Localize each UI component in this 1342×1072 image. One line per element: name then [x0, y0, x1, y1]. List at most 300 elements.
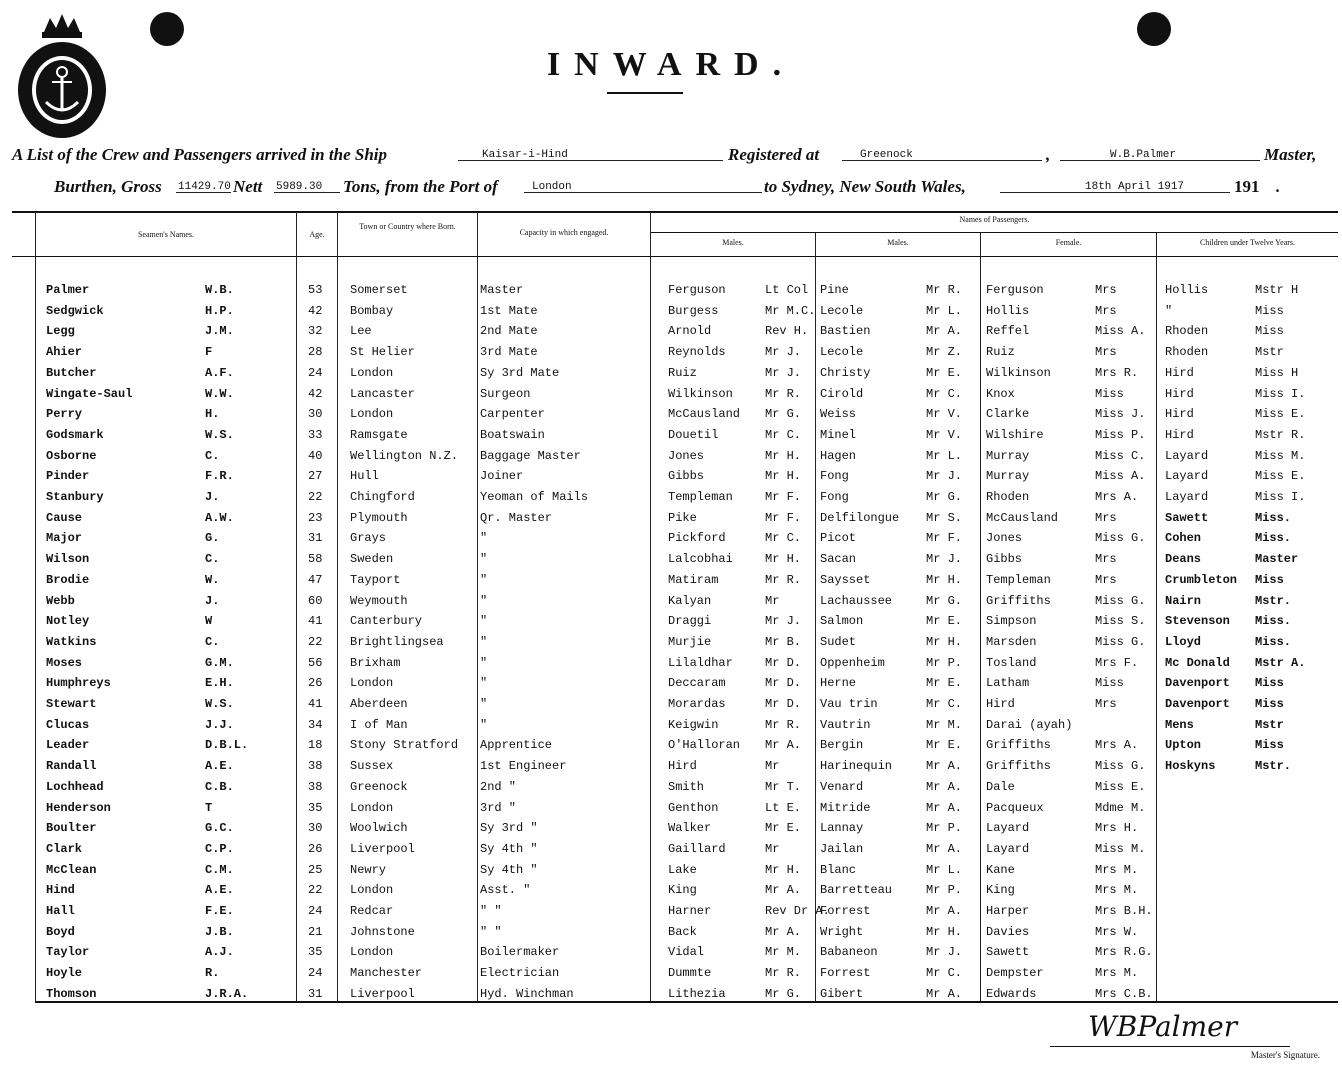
child-passenger-name: Lloyd: [1165, 634, 1202, 649]
male-passenger-name: Picot: [820, 531, 857, 546]
crew-surname: Boyd: [46, 924, 75, 939]
crew-surname: Hind: [46, 883, 75, 898]
male-passenger-title: Mr R.: [926, 283, 963, 297]
crew-initials: A.W.: [205, 510, 234, 525]
male-passenger-title: Mr H.: [765, 448, 802, 463]
male-passenger-title: Mr M.: [926, 717, 963, 732]
crew-age: 24: [308, 365, 323, 380]
female-passenger-name: Clarke: [986, 407, 1030, 422]
crew-capacity: Sy 3rd ": [480, 821, 538, 836]
crew-birthplace: London: [350, 676, 394, 691]
male-passenger-name: Arnold: [668, 324, 712, 339]
female-passenger-name: Ruiz: [986, 345, 1015, 360]
male-passenger-title: Mr E.: [765, 821, 802, 836]
crew-age: 26: [308, 676, 323, 691]
female-passenger-name: Knox: [986, 386, 1015, 401]
male-passenger-title: Mr J.: [926, 945, 963, 960]
female-passenger-title: Mrs B.H.: [1095, 904, 1153, 918]
male-passenger-name: Walker: [668, 821, 712, 836]
male-passenger-name: Pickford: [668, 531, 726, 546]
child-passenger-title: Miss: [1255, 572, 1284, 587]
crew-capacity: Asst. ": [480, 883, 531, 898]
female-passenger-name: Hird: [986, 697, 1015, 711]
crew-initials: G.M.: [205, 655, 234, 670]
ship-name: Kaisar-i-Hind: [482, 149, 568, 161]
col-header-passengers: Names of Passengers.: [959, 215, 1030, 224]
crew-birthplace: Somerset: [350, 283, 408, 297]
male-passenger-title: Lt Col: [765, 283, 809, 297]
female-passenger-title: Miss: [1095, 386, 1124, 401]
crew-surname: Taylor: [46, 945, 90, 960]
crew-surname: Webb: [46, 593, 75, 608]
child-passenger-name: Davenport: [1165, 676, 1230, 691]
child-passenger-title: Miss.: [1255, 510, 1292, 525]
crew-age: 26: [308, 841, 323, 856]
male-passenger-title: Lt E.: [765, 800, 802, 815]
crew-initials: C.M.: [205, 862, 234, 877]
crew-initials: W.S.: [205, 427, 234, 442]
child-passenger-name: Hird: [1165, 407, 1194, 422]
female-passenger-title: Mrs: [1095, 303, 1117, 318]
nett-tons: 5989.30: [276, 181, 323, 193]
male-passenger-title: Mr F.: [765, 510, 802, 525]
female-passenger-title: Mrs W.: [1095, 924, 1139, 939]
male-passenger-title: Mr E.: [926, 365, 963, 380]
male-passenger-title: Mr C.: [926, 966, 963, 981]
crew-age: 31: [308, 986, 323, 1001]
male-passenger-title: Mr E.: [926, 614, 963, 629]
destination-label: to Sydney, New South Wales,: [764, 177, 966, 196]
col-header-males: Males.: [722, 238, 744, 247]
crew-birthplace: I of Man: [350, 717, 408, 732]
male-passenger-name: Lachaussee: [820, 593, 893, 608]
male-passenger-title: Mr A.: [926, 841, 963, 856]
male-passenger-title: Mr C.: [926, 386, 963, 401]
child-passenger-name: Layard: [1165, 490, 1209, 504]
arrival-date: 18th April 1917: [1085, 181, 1185, 193]
male-passenger-name: Forrest: [820, 904, 871, 918]
crew-surname: Wilson: [46, 552, 90, 567]
child-passenger-name: Crumbleton: [1165, 572, 1238, 587]
female-passenger-name: King: [986, 883, 1015, 898]
col-header-town: Town or Country where Born.: [359, 222, 456, 231]
crew-birthplace: London: [350, 800, 394, 815]
male-passenger-title: Mr J.: [926, 552, 963, 567]
crew-surname: Legg: [46, 324, 75, 339]
crew-age: 42: [308, 386, 323, 401]
crew-birthplace: Brightlingsea: [350, 634, 444, 649]
crew-birthplace: Weymouth: [350, 593, 408, 608]
from-port: London: [532, 181, 572, 193]
male-passenger-name: Vautrin: [820, 717, 871, 732]
female-passenger-name: Reffel: [986, 324, 1030, 339]
male-passenger-name: Back: [668, 924, 697, 939]
crew-age: 25: [308, 862, 323, 877]
female-passenger-name: Griffiths: [986, 593, 1051, 608]
burthen-label: Burthen, Gross: [54, 177, 162, 196]
female-passenger-name: Davies: [986, 924, 1030, 939]
male-passenger-title: Mr C.: [926, 697, 963, 711]
female-passenger-name: Wilkinson: [986, 365, 1051, 380]
crew-capacity: Surgeon: [480, 386, 531, 401]
male-passenger-name: Lithezia: [668, 986, 726, 1001]
male-passenger-title: Mr H.: [765, 862, 802, 877]
crew-capacity: Sy 4th ": [480, 841, 538, 856]
female-passenger-title: Mrs A.: [1095, 738, 1139, 753]
registered-label: Registered at: [728, 145, 820, 164]
crew-surname: Stewart: [46, 697, 97, 711]
male-passenger-name: Matiram: [668, 572, 719, 587]
female-passenger-name: Edwards: [986, 986, 1037, 1001]
nett-label: Nett: [233, 177, 263, 196]
crew-initials: W.: [205, 572, 220, 587]
male-passenger-name: Fong: [820, 490, 849, 504]
male-passenger-title: Mr E.: [926, 738, 963, 753]
female-passenger-name: Layard: [986, 821, 1030, 836]
female-passenger-title: Miss M.: [1095, 841, 1146, 856]
crew-surname: Sedgwick: [46, 303, 104, 318]
crew-capacity: Boatswain: [480, 427, 545, 442]
crew-capacity: Sy 3rd Mate: [480, 365, 560, 380]
male-passenger-title: Mr A.: [926, 759, 963, 774]
male-passenger-title: Mr A.: [765, 924, 802, 939]
crew-birthplace: Liverpool: [350, 986, 415, 1001]
female-passenger-name: Kane: [986, 862, 1015, 877]
crew-birthplace: London: [350, 883, 394, 898]
male-passenger-name: Mitride: [820, 800, 871, 815]
crew-birthplace: Sussex: [350, 759, 394, 774]
male-passenger-title: Mr D.: [765, 655, 802, 670]
col-header-age: Age.: [309, 230, 325, 239]
male-passenger-title: Mr D.: [765, 676, 802, 691]
female-passenger-name: Gibbs: [986, 552, 1023, 567]
child-passenger-title: Miss.: [1255, 531, 1292, 546]
male-passenger-title: Mr E.: [926, 676, 963, 691]
male-passenger-title: Mr H.: [926, 924, 963, 939]
crew-birthplace: Liverpool: [350, 841, 415, 856]
male-passenger-name: Hird: [668, 759, 697, 774]
child-passenger-title: Mstr R.: [1255, 427, 1306, 442]
crew-birthplace: Greenock: [350, 779, 408, 794]
child-passenger-title: Miss: [1255, 303, 1284, 318]
male-passenger-title: Mr J.: [765, 614, 802, 629]
col-rule: [980, 232, 981, 1002]
female-passenger-name: McCausland: [986, 510, 1059, 525]
female-passenger-name: Griffiths: [986, 738, 1051, 753]
male-passenger-name: Pine: [820, 283, 849, 297]
crew-initials: A.J.: [205, 945, 234, 960]
male-passenger-name: Lecole: [820, 303, 864, 318]
male-passenger-title: Mr A.: [765, 883, 802, 898]
male-passenger-title: Mr G.: [765, 407, 802, 422]
title-rule: [607, 92, 683, 94]
female-passenger-title: Mrs R.: [1095, 365, 1139, 380]
child-passenger-name: Cohen: [1165, 531, 1202, 546]
male-passenger-title: Mr L.: [926, 303, 963, 318]
crew-surname: Boulter: [46, 821, 97, 836]
crew-surname: Randall: [46, 759, 97, 774]
male-passenger-title: Mr: [765, 593, 780, 608]
male-passenger-name: Vau trin: [820, 697, 878, 711]
crew-surname: Major: [46, 531, 83, 546]
male-passenger-name: Venard: [820, 779, 864, 794]
male-passenger-name: Templeman: [668, 490, 733, 504]
male-passenger-name: Ferguson: [668, 283, 726, 297]
male-passenger-title: Mr C.: [765, 427, 802, 442]
crew-initials: J.M.: [205, 324, 234, 339]
female-passenger-name: Dale: [986, 779, 1015, 794]
female-passenger-name: Latham: [986, 676, 1030, 691]
crew-age: 47: [308, 572, 323, 587]
male-passenger-name: Kalyan: [668, 593, 712, 608]
female-passenger-name: Pacqueux: [986, 800, 1044, 815]
male-passenger-title: Mr J.: [765, 345, 802, 360]
female-passenger-name: Templeman: [986, 572, 1051, 587]
female-passenger-title: Miss E.: [1095, 779, 1146, 794]
male-passenger-name: Lannay: [820, 821, 864, 836]
crew-birthplace: Aberdeen: [350, 697, 408, 711]
male-passenger-title: Mr C.: [765, 531, 802, 546]
child-passenger-title: Miss.: [1255, 614, 1292, 629]
crew-birthplace: Bombay: [350, 303, 394, 318]
crew-capacity: Qr. Master: [480, 510, 553, 525]
crew-surname: Moses: [46, 655, 83, 670]
registered-port: Greenock: [860, 149, 913, 161]
crew-surname: Watkins: [46, 634, 97, 649]
male-passenger-title: Mr H.: [926, 572, 963, 587]
col-header-seamen: Seamen's Names.: [137, 230, 195, 239]
crew-age: 56: [308, 655, 323, 670]
male-passenger-title: Mr H.: [765, 552, 802, 567]
crew-initials: H.P.: [205, 303, 234, 318]
child-passenger-name: Nairn: [1165, 593, 1202, 608]
crew-age: 24: [308, 904, 323, 918]
child-passenger-name: ": [1165, 303, 1173, 318]
crew-surname: Hall: [46, 904, 75, 918]
child-passenger-title: Miss I.: [1255, 386, 1306, 401]
crew-age: 24: [308, 966, 323, 981]
male-passenger-name: Keigwin: [668, 717, 719, 732]
female-passenger-title: Mrs F.: [1095, 655, 1139, 670]
crew-age: 23: [308, 510, 323, 525]
crew-capacity: 3rd Mate: [480, 345, 538, 360]
male-passenger-name: Lilaldhar: [668, 655, 733, 670]
male-passenger-title: Mr P.: [926, 655, 963, 670]
crew-capacity: Boilermaker: [480, 945, 560, 960]
male-passenger-title: Mr V.: [926, 427, 963, 442]
male-passenger-name: Wilkinson: [668, 386, 733, 401]
male-passenger-title: Mr A.: [765, 738, 802, 753]
male-passenger-name: Fong: [820, 469, 849, 484]
crew-initials: W: [205, 614, 213, 629]
crew-surname: Cause: [46, 510, 83, 525]
female-passenger-title: Mrs M.: [1095, 862, 1139, 877]
male-passenger-title: Mr R.: [765, 966, 802, 981]
male-passenger-name: Lake: [668, 862, 697, 877]
crew-surname: Clark: [46, 841, 83, 856]
male-passenger-title: Mr A.: [926, 986, 963, 1001]
female-passenger-title: Mdme M.: [1095, 800, 1146, 815]
crew-birthplace: Sweden: [350, 552, 394, 567]
female-passenger-title: Mrs M.: [1095, 883, 1139, 898]
crew-capacity: 2nd ": [480, 779, 517, 794]
crew-age: 58: [308, 552, 323, 567]
crew-surname: Ahier: [46, 345, 83, 360]
female-passenger-title: Miss C.: [1095, 448, 1146, 463]
crew-age: 34: [308, 717, 323, 732]
crew-surname: Hoyle: [46, 966, 83, 981]
crew-surname: Thomson: [46, 986, 97, 1001]
female-passenger-title: Mrs C.B.: [1095, 986, 1153, 1001]
crew-birthplace: St Helier: [350, 345, 415, 360]
child-passenger-name: Rhoden: [1165, 324, 1209, 339]
crew-surname: Wingate-Saul: [46, 386, 133, 401]
male-passenger-title: Mr: [765, 841, 780, 856]
crew-age: 60: [308, 593, 323, 608]
female-passenger-name: Simpson: [986, 614, 1037, 629]
crew-surname: McClean: [46, 862, 97, 877]
female-passenger-name: Harper: [986, 904, 1030, 918]
from-port-label: Tons, from the Port of: [343, 177, 498, 196]
crew-birthplace: Newry: [350, 862, 387, 877]
crew-surname: Osborne: [46, 448, 97, 463]
male-passenger-name: Pike: [668, 510, 697, 525]
child-passenger-name: Hird: [1165, 365, 1194, 380]
male-passenger-name: Murjie: [668, 634, 712, 649]
male-passenger-title: Mr V.: [926, 407, 963, 422]
crew-capacity: ": [480, 593, 488, 608]
crew-capacity: Electrician: [480, 966, 560, 981]
female-passenger-name: Jones: [986, 531, 1023, 546]
male-passenger-name: Minel: [820, 427, 857, 442]
male-passenger-title: Mr D.: [765, 697, 802, 711]
crew-initials: C.P.: [205, 841, 234, 856]
col-rule: [815, 232, 816, 1002]
male-passenger-title: Mr G.: [765, 986, 802, 1001]
male-passenger-name: Forrest: [820, 966, 871, 981]
male-passenger-title: Mr A.: [926, 324, 963, 339]
female-passenger-name: Tosland: [986, 655, 1037, 670]
crew-surname: Brodie: [46, 572, 90, 587]
crew-initials: W.B.: [205, 283, 234, 297]
col-rule: [337, 212, 338, 1002]
crew-capacity: Sy 4th ": [480, 862, 538, 877]
crew-initials: W.S.: [205, 697, 234, 711]
crew-surname: Palmer: [46, 283, 90, 297]
crew-surname: Humphreys: [46, 676, 111, 691]
male-passenger-title: Mr L.: [926, 448, 963, 463]
male-passenger-name: McCausland: [668, 407, 741, 422]
male-passenger-name: Douetil: [668, 427, 719, 442]
female-passenger-name: Rhoden: [986, 490, 1030, 504]
female-passenger-title: Mrs: [1095, 510, 1117, 525]
crew-capacity: ": [480, 717, 488, 732]
year-prefix: 191: [1234, 177, 1260, 196]
female-passenger-name: Murray: [986, 469, 1030, 484]
female-passenger-title: Mrs A.: [1095, 490, 1139, 504]
crew-surname: Notley: [46, 614, 90, 629]
child-passenger-title: Mstr.: [1255, 759, 1292, 774]
male-passenger-name: Salmon: [820, 614, 864, 629]
male-passenger-name: Genthon: [668, 800, 719, 815]
crew-initials: F.R.: [205, 469, 234, 484]
document-title: INWARD.: [546, 46, 796, 83]
col-rule: [35, 212, 36, 1002]
crew-initials: C.: [205, 448, 220, 463]
crew-birthplace: Plymouth: [350, 510, 408, 525]
male-passenger-name: O'Halloran: [668, 738, 741, 753]
crew-surname: Stanbury: [46, 490, 104, 504]
male-passenger-title: Mr R.: [765, 717, 802, 732]
male-passenger-name: Sacan: [820, 552, 857, 567]
male-passenger-title: Mr Z.: [926, 345, 963, 360]
master-label: Master,: [1264, 145, 1317, 164]
crew-age: 22: [308, 883, 323, 898]
child-passenger-title: Miss.: [1255, 634, 1292, 649]
male-passenger-title: Rev Dr A.: [765, 904, 830, 918]
female-passenger-name: Hollis: [986, 303, 1030, 318]
master-signature: WBPalmer: [1088, 1010, 1238, 1043]
table-header-rule: [12, 256, 1338, 257]
child-passenger-name: Hird: [1165, 427, 1194, 442]
crew-birthplace: Tayport: [350, 572, 401, 587]
crew-initials: E.H.: [205, 676, 234, 691]
male-passenger-name: Wright: [820, 924, 864, 939]
male-passenger-title: Mr S.: [926, 510, 963, 525]
male-passenger-title: Mr P.: [926, 883, 963, 898]
crew-initials: C.: [205, 552, 220, 567]
master-name: W.B.Palmer: [1110, 149, 1177, 161]
female-passenger-title: Miss G.: [1095, 593, 1146, 608]
crew-birthplace: Wellington N.Z.: [350, 448, 459, 463]
crew-initials: G.C.: [205, 821, 234, 836]
child-passenger-title: Mstr: [1255, 345, 1284, 360]
female-passenger-title: Miss G.: [1095, 634, 1146, 649]
col-header-females: Female.: [1055, 238, 1082, 247]
female-passenger-title: Miss S.: [1095, 614, 1146, 629]
table-bottom-rule: [35, 1001, 1338, 1003]
crew-capacity: 3rd ": [480, 800, 517, 815]
male-passenger-title: Mr T.: [765, 779, 802, 794]
child-passenger-name: Hoskyns: [1165, 759, 1216, 774]
crew-birthplace: Manchester: [350, 966, 423, 981]
male-passenger-name: Smith: [668, 779, 705, 794]
male-passenger-title: Mr L.: [926, 862, 963, 877]
male-passenger-title: Mr F.: [926, 531, 963, 546]
crew-age: 30: [308, 821, 323, 836]
crew-capacity: Carpenter: [480, 407, 545, 422]
child-passenger-title: Mstr H: [1255, 283, 1299, 297]
female-passenger-title: Miss A.: [1095, 324, 1146, 339]
col-header-children: Children under Twelve Years.: [1199, 238, 1296, 247]
crew-capacity: Hyd. Winchman: [480, 986, 574, 1001]
female-passenger-name: Layard: [986, 841, 1030, 856]
male-passenger-title: Mr G.: [926, 593, 963, 608]
female-passenger-title: Mrs H.: [1095, 821, 1139, 836]
male-passenger-name: Harinequin: [820, 759, 893, 774]
crew-capacity: " ": [480, 924, 502, 939]
male-passenger-name: Morardas: [668, 697, 726, 711]
female-passenger-title: Mrs: [1095, 345, 1117, 360]
signature-rule: [1050, 1046, 1290, 1047]
female-passenger-title: Miss A.: [1095, 469, 1146, 484]
crew-age: 40: [308, 448, 323, 463]
punch-hole-right: [1137, 12, 1171, 46]
crew-surname: Clucas: [46, 717, 90, 732]
punch-hole-left: [150, 12, 184, 46]
female-passenger-title: Miss G.: [1095, 531, 1146, 546]
male-passenger-name: Oppenheim: [820, 655, 885, 670]
